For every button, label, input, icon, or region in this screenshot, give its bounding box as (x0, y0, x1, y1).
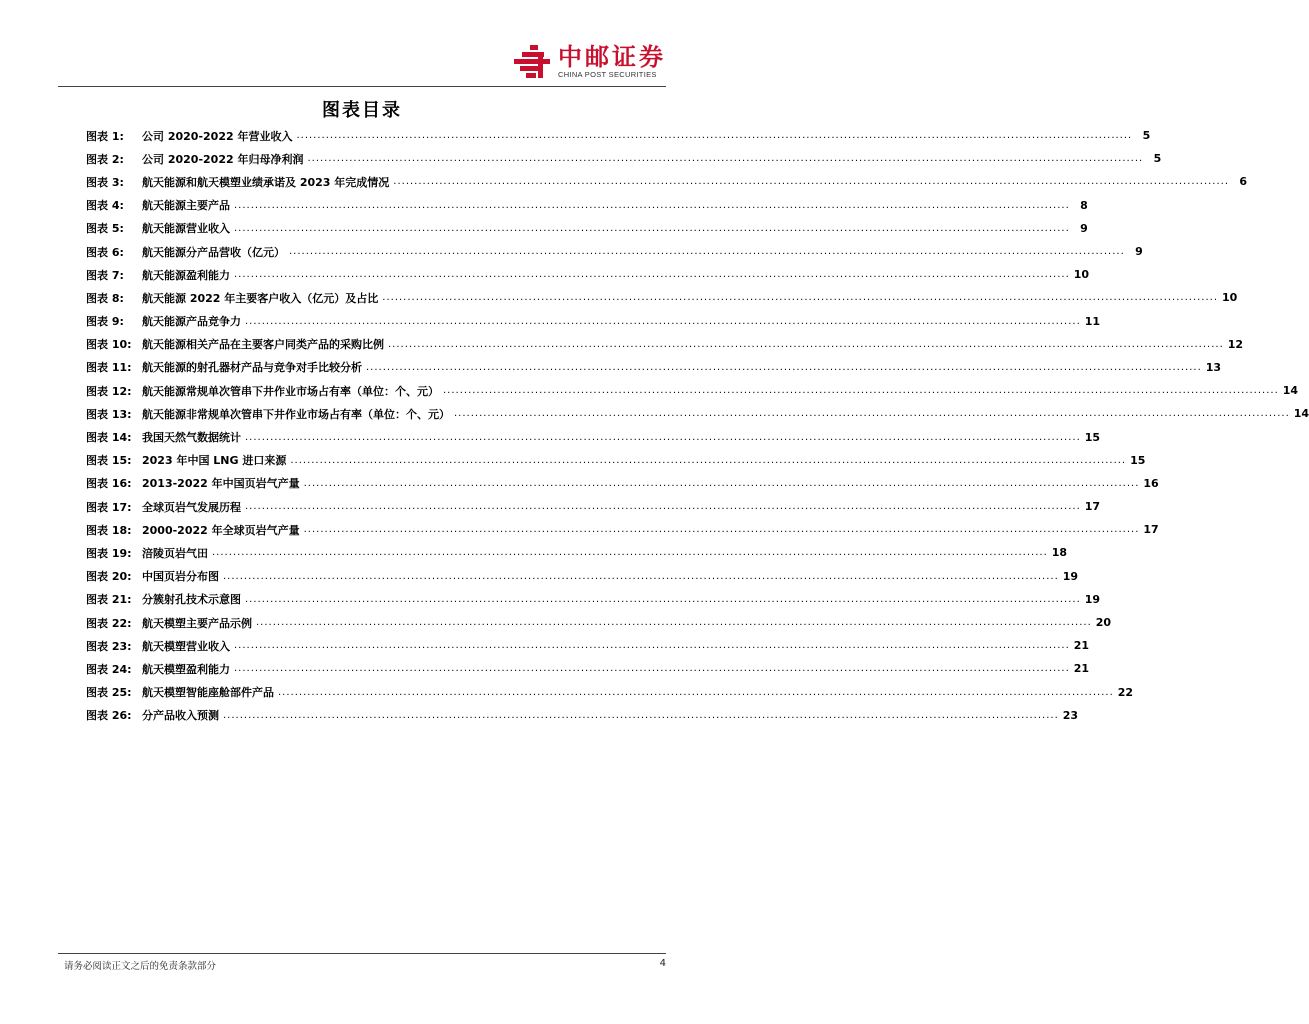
toc-entry[interactable] (86, 495, 1101, 518)
toc-entry-number: 图表 24: (86, 662, 132, 676)
toc-entry-number: 图表 4: (86, 199, 124, 213)
toc-leader-dots: ........................................................................................................................................................................................................ (443, 385, 1279, 397)
logo-chinese-name: 中邮证券 (558, 43, 666, 71)
toc-entry[interactable] (86, 681, 1134, 704)
china-post-logo-icon (512, 43, 552, 81)
toc-leader-dots: ........................................................................................................................................................................................................ (234, 640, 1070, 652)
toc-entry-page: 17 (1143, 523, 1159, 537)
toc-entry-title: 公司 2020-2022 年归母净利润 (142, 152, 304, 166)
toc-entry-number: 图表 11: (86, 361, 132, 375)
toc-entry-page: 5 (1142, 129, 1151, 143)
toc-entry-page: 13 (1205, 360, 1222, 374)
toc-entry-number: 图表 12: (86, 384, 132, 398)
toc-entry-title: 分簇射孔技术示意图 (142, 593, 241, 607)
toc-entry-title: 航天能源盈利能力 (142, 268, 230, 282)
toc-entry[interactable] (86, 147, 1162, 170)
toc-entry[interactable] (86, 588, 1101, 611)
toc-entry-title: 全球页岩气发展历程 (142, 500, 241, 514)
toc-entry-page: 12 (1227, 337, 1244, 351)
toc-entry[interactable] (86, 402, 1309, 425)
toc-entry-number: 图表 25: (86, 686, 132, 700)
toc-entry[interactable] (86, 286, 1238, 309)
toc-entry[interactable] (86, 333, 1244, 356)
toc-entry[interactable] (86, 425, 1101, 448)
toc-entry-page: 19 (1062, 569, 1079, 583)
toc-entry-page: 14 (1293, 407, 1309, 421)
toc-entry-title: 中国页岩分布图 (142, 570, 219, 584)
toc-entry-page: 17 (1084, 500, 1101, 514)
toc-entry[interactable] (86, 170, 1248, 193)
toc-entry-title: 航天模塑主要产品示例 (142, 616, 252, 630)
toc-entry-title: 公司 2020-2022 年营业收入 (142, 129, 293, 143)
figure-list (86, 124, 1309, 727)
toc-entry-title: 航天能源非常规单次管串下井作业市场占有率（单位：个、元） (142, 407, 450, 421)
company-logo (512, 43, 666, 81)
toc-entry-title: 涪陵页岩气田 (142, 546, 208, 560)
toc-entry-page: 5 (1153, 152, 1162, 166)
toc-entry[interactable] (86, 379, 1299, 402)
toc-entry-title: 我国天然气数据统计 (142, 431, 241, 445)
page-number: 4 (659, 958, 666, 969)
toc-entry-page: 16 (1143, 476, 1159, 490)
toc-entry-number: 图表 5: (86, 222, 124, 236)
toc-entry-number: 图表 15: (86, 454, 132, 468)
toc-entry-number: 图表 23: (86, 639, 132, 653)
toc-entry-number: 图表 7: (86, 268, 124, 282)
toc-entry-number: 图表 19: (86, 546, 132, 560)
toc-entry[interactable] (86, 263, 1090, 286)
toc-entry-title: 2013-2022 年中国页岩气产量 (142, 477, 300, 491)
toc-entry-page: 21 (1073, 662, 1090, 676)
toc-leader-dots: ........................................................................................................................................................................................................ (393, 176, 1230, 188)
toc-entry-number: 图表 14: (86, 431, 132, 445)
toc-entry-title: 航天模塑营业收入 (142, 639, 230, 653)
header-divider (58, 86, 666, 87)
toc-entry-title: 航天能源产品竞争力 (142, 315, 241, 329)
toc-entry-title: 航天能源相关产品在主要客户同类产品的采购比例 (142, 338, 384, 352)
toc-entry-title: 航天能源常规单次管串下井作业市场占有率（单位：个、元） (142, 384, 439, 398)
toc-entry-number: 图表 16: (86, 477, 132, 491)
toc-entry-page: 10 (1222, 291, 1238, 305)
toc-leader-dots: ........................................................................................................................................................................................................ (245, 315, 1081, 327)
toc-entry-number: 图表 9: (86, 315, 124, 329)
toc-leader-dots: ........................................................................................................................................................................................................ (223, 570, 1059, 582)
toc-entry-page: 22 (1117, 685, 1134, 699)
toc-entry[interactable] (86, 240, 1143, 263)
toc-entry-title: 航天模塑盈利能力 (142, 662, 230, 676)
toc-entry-number: 图表 8: (86, 291, 124, 305)
toc-entry-number: 图表 18: (86, 523, 132, 537)
toc-entry[interactable] (86, 611, 1112, 634)
logo-english-name: CHINA POST SECURITIES (558, 70, 657, 79)
toc-entry-page: 15 (1130, 453, 1146, 467)
toc-entry-number: 图表 13: (86, 407, 132, 421)
toc-entry-page: 10 (1073, 268, 1090, 282)
toc-entry[interactable] (86, 310, 1101, 333)
toc-entry-number: 图表 22: (86, 616, 132, 630)
toc-entry-number: 图表 2: (86, 152, 124, 166)
toc-entry-page: 18 (1051, 546, 1068, 560)
footer-disclaimer: 请务必阅读正文之后的免责条款部分 (64, 961, 217, 972)
toc-entry-title: 航天能源营业收入 (142, 222, 230, 236)
toc-leader-dots: ........................................................................................................................................................................................................ (234, 663, 1070, 675)
toc-entry[interactable] (86, 356, 1222, 379)
toc-entry-page: 9 (1135, 245, 1143, 259)
toc-entry-page: 8 (1080, 198, 1088, 212)
toc-entry-page: 6 (1239, 175, 1248, 189)
toc-entry[interactable] (86, 472, 1159, 495)
toc-entry-number: 图表 26: (86, 709, 132, 723)
toc-entry-number: 图表 6: (86, 245, 124, 259)
toc-entry-number: 图表 1: (86, 129, 124, 143)
toc-entry[interactable] (86, 124, 1151, 147)
toc-leader-dots: ........................................................................................................................................................................................................ (303, 477, 1140, 489)
toc-entry-number: 图表 20: (86, 570, 132, 584)
toc-leader-dots: ........................................................................................................................................................................................................ (223, 709, 1059, 721)
toc-entry[interactable] (86, 634, 1090, 657)
toc-entry-page: 21 (1073, 639, 1090, 653)
toc-entry[interactable] (86, 217, 1088, 240)
toc-leader-dots: ........................................................................................................................................................................................................ (307, 153, 1144, 165)
toc-entry-number: 图表 10: (86, 338, 132, 352)
footer-divider (58, 953, 666, 954)
toc-entry[interactable] (86, 565, 1079, 588)
toc-entry-title: 航天能源 2022 年主要客户收入（亿元）及占比 (142, 291, 379, 305)
toc-leader-dots: ........................................................................................................................................................................................................ (245, 501, 1081, 513)
toc-entry-title: 航天能源的射孔器材产品与竞争对手比较分析 (142, 361, 362, 375)
toc-entry-page: 19 (1084, 592, 1101, 606)
toc-leader-dots: ........................................................................................................................................................................................................ (245, 593, 1081, 605)
toc-leader-dots: ........................................................................................................................................................................................................ (256, 617, 1092, 629)
toc-entry-page: 11 (1084, 314, 1101, 328)
toc-leader-dots: ........................................................................................................................................................................................................ (245, 431, 1081, 443)
toc-entry-title: 航天模塑智能座舱部件产品 (142, 686, 274, 700)
toc-leader-dots: ........................................................................................................................................................................................................ (388, 338, 1224, 350)
toc-entry[interactable] (86, 541, 1068, 564)
toc-leader-dots: ........................................................................................................................................................................................................ (289, 246, 1125, 258)
toc-entry[interactable] (86, 449, 1146, 472)
toc-leader-dots: ........................................................................................................................................................................................................ (382, 292, 1219, 304)
toc-entry-page: 20 (1095, 616, 1112, 630)
toc-entry-title: 航天能源分产品营收（亿元） (142, 245, 285, 259)
toc-entry-title: 2000-2022 年全球页岩气产量 (142, 523, 300, 537)
toc-entry-page: 23 (1062, 708, 1079, 722)
toc-entry[interactable] (86, 518, 1159, 541)
toc-entry-title: 航天能源和航天模塑业绩承诺及 2023 年完成情况 (142, 175, 390, 189)
toc-leader-dots: ........................................................................................................................................................................................................ (454, 408, 1290, 420)
toc-entry-title: 航天能源主要产品 (142, 199, 230, 213)
toc-entry-title: 分产品收入预测 (142, 709, 219, 723)
toc-entry-number: 图表 3: (86, 175, 124, 189)
toc-leader-dots: ........................................................................................................................................................................................................ (234, 269, 1070, 281)
toc-leader-dots: ........................................................................................................................................................................................................ (234, 199, 1070, 211)
toc-entry[interactable] (86, 704, 1079, 727)
toc-leader-dots: ........................................................................................................................................................................................................ (278, 686, 1114, 698)
toc-leader-dots: ........................................................................................................................................................................................................ (303, 524, 1140, 536)
toc-entry-page: 15 (1084, 430, 1101, 444)
toc-entry-page: 9 (1080, 221, 1088, 235)
page-title: 图表目录 (322, 100, 402, 121)
toc-leader-dots: ........................................................................................................................................................................................................ (366, 361, 1202, 373)
toc-leader-dots: ........................................................................................................................................................................................................ (290, 454, 1127, 466)
toc-entry[interactable] (86, 657, 1090, 680)
toc-entry-number: 图表 21: (86, 593, 132, 607)
toc-entry-page: 14 (1282, 384, 1299, 398)
toc-entry-title: 2023 年中国 LNG 进口来源 (142, 454, 287, 468)
toc-leader-dots: ........................................................................................................................................................................................................ (234, 222, 1070, 234)
toc-leader-dots: ........................................................................................................................................................................................................ (296, 130, 1133, 142)
toc-leader-dots: ........................................................................................................................................................................................................ (212, 547, 1048, 559)
toc-entry-number: 图表 17: (86, 500, 132, 514)
toc-entry[interactable] (86, 194, 1088, 217)
